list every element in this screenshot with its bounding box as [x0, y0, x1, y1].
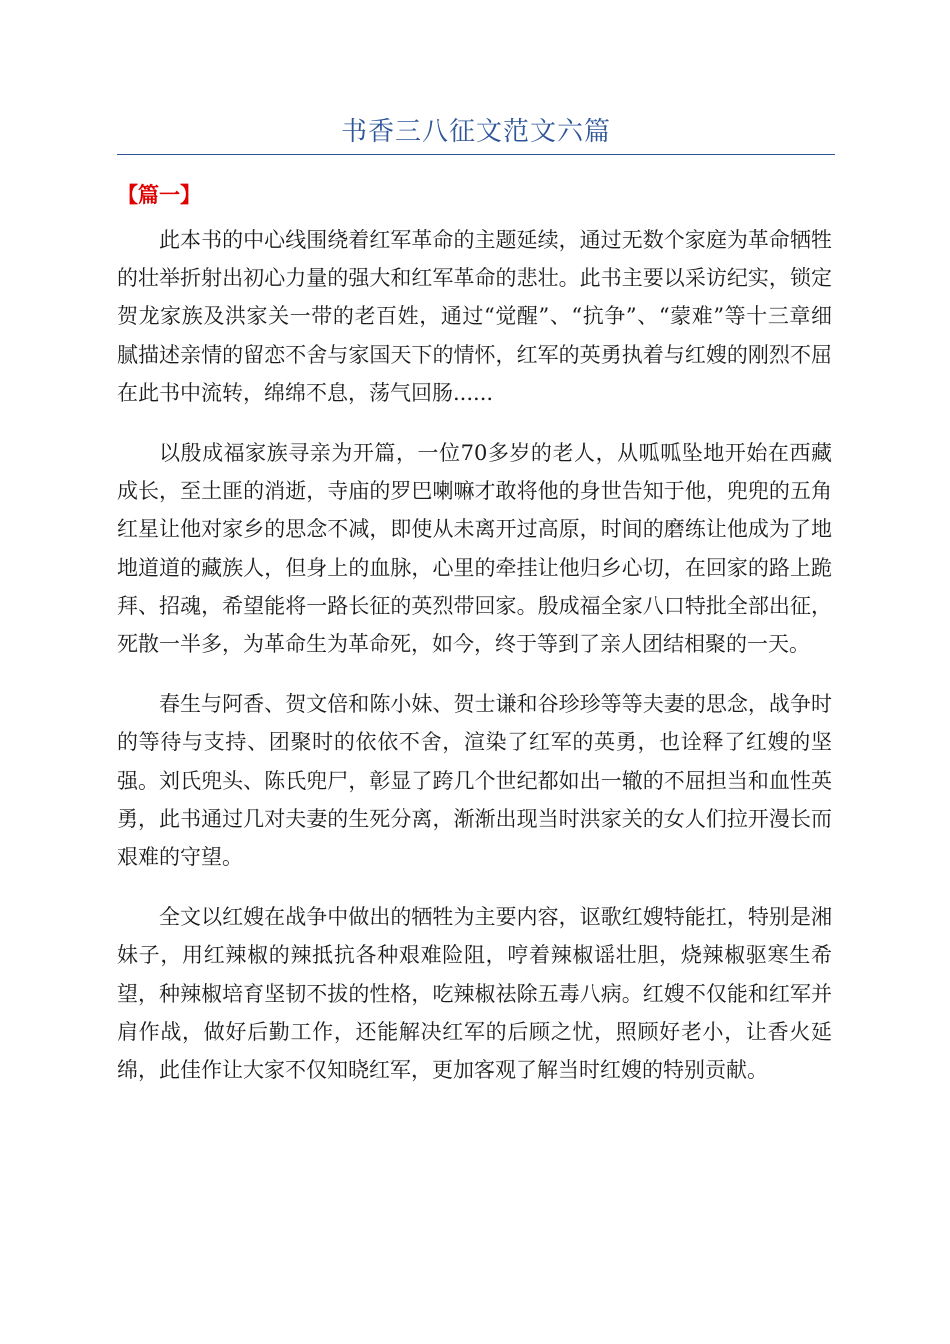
- paragraph-2: 以殷成福家族寻亲为开篇，一位70多岁的老人，从呱呱坠地开始在西藏成长，至土匪的消逝，寺庙的罗巴喇嘛才敢将他的身世告知于他，兜兜的五角红星让他对家乡的思念不减，即使从未离开过高原，时间的磨练让他成为了地地道道的藏族人，但身上的血脉，心里的牵挂让他归乡心切，在回家的路上跪拜、招魂，希望能将一路长征的英烈带回家。殷成福全家八口特批全部出征，死散一半多，为革命生为革命死，如今，终于等到了亲人团结相聚的一天。: [117, 441, 832, 657]
- document-title: 书香三八征文范文六篇: [340, 117, 611, 147]
- title-underline: [117, 154, 835, 155]
- paragraph-4: 全文以红嫂在战争中做出的牺牲为主要内容，讴歌红嫂特能扛，特别是湘妹子，用红辣椒的辣抵抗各种艰难险阻，哼着辣椒谣壮胆，烧辣椒驱寒生希望，种辣椒培育坚韧不拔的性格，吃辣椒祛除五毒八病。红嫂不仅能和红军并肩作战，做好后勤工作，还能解决红军的后顾之忧，照顾好老小，让香火延绵，此佳作让大家不仅知晓红军，更加客观了解当时红嫂的特别贡献。: [117, 905, 832, 1083]
- section-heading: 【篇一】: [117, 183, 201, 207]
- body-text: [117, 221, 832, 1111]
- paragraph-1: 此本书的中心线围绕着红军革命的主题延续，通过无数个家庭为革命牺牲的壮举折射出初心力量的强大和红军革命的悲壮。此书主要以采访纪实，锁定贺龙家族及洪家关一带的老百姓，通过“觉醒”、“抗争”、“蒙难”等十三章细腻描述亲情的留恋不舍与家国天下的情怀，红军的英勇执着与红嫂的刚烈不屈在此书中流转，绵绵不息，荡气回肠......: [117, 228, 832, 405]
- paragraph-3: 春生与阿香、贺文倍和陈小妹、贺士谦和谷珍珍等等夫妻的思念，战争时的等待与支持、团聚时的依依不舍，渲染了红军的英勇，也诠释了红嫂的坚强。刘氏兜头、陈氏兜尸，彰显了跨几个世纪都如出一辙的不屈担当和血性英勇，此书通过几对夫妻的生死分离，渐渐出现当时洪家关的女人们拉开漫长而艰难的守望。: [117, 692, 832, 870]
